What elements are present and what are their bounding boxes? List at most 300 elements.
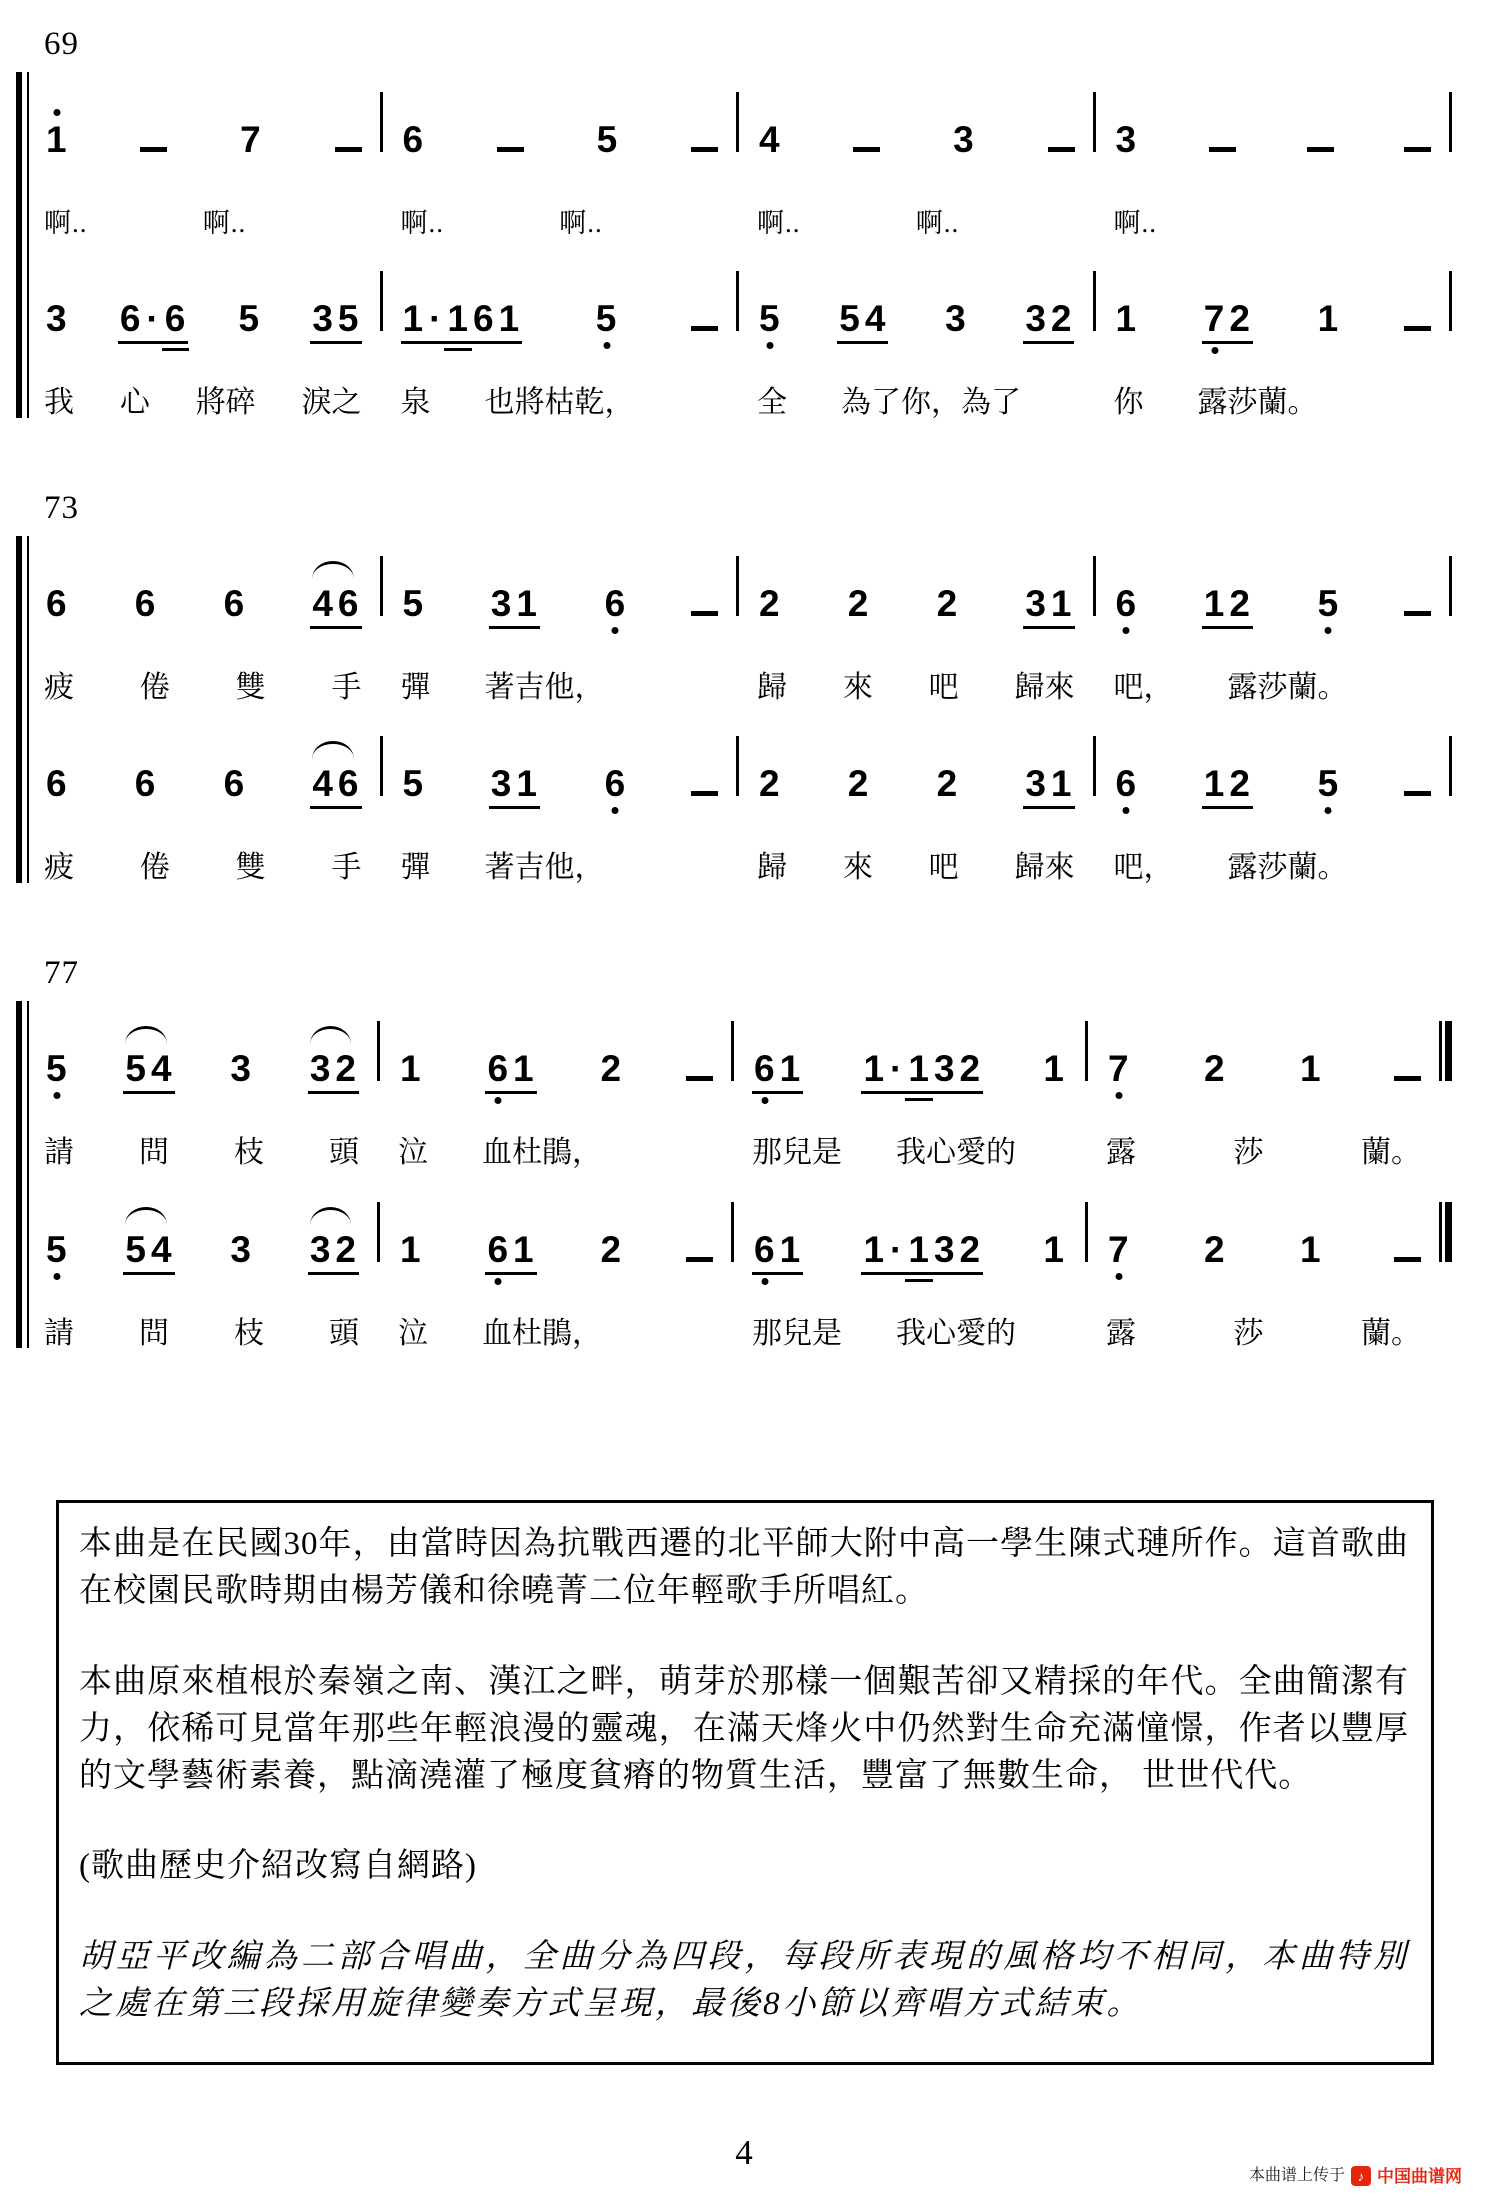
lyric-syllable: 我	[44, 386, 74, 420]
note-group	[118, 300, 188, 344]
augmentation-dot: ·	[146, 298, 160, 340]
lyric-measure	[1096, 207, 1450, 241]
note: 1	[400, 1228, 422, 1270]
note: 6	[754, 1048, 776, 1090]
augmentation-dot: ·	[890, 1228, 904, 1270]
note-group	[310, 300, 361, 344]
lyric-syllable: 那兒是	[752, 1316, 842, 1350]
note-group	[757, 763, 783, 805]
barline-spacer	[1449, 637, 1452, 697]
lyric-syllable: 疲	[44, 670, 74, 704]
dash-rest	[1404, 326, 1431, 331]
dash-rest	[140, 147, 167, 152]
lyric-syllable: 將碎	[195, 386, 256, 420]
note: 2	[959, 1228, 982, 1270]
measure	[739, 582, 1093, 629]
lyric-syllable: 歸來	[1014, 670, 1075, 704]
notation-line	[26, 92, 1452, 164]
note: 3	[1025, 763, 1047, 805]
note: 1	[1300, 1228, 1322, 1270]
note: 3	[490, 582, 513, 624]
dash-rest	[1307, 147, 1334, 152]
measure	[26, 1050, 377, 1094]
lyric-measure	[739, 384, 1093, 422]
note: 1	[513, 1228, 535, 1270]
notation-line	[26, 1202, 1452, 1275]
note: 5	[839, 298, 861, 340]
note-group	[603, 582, 629, 624]
lyric-syllable: 血杜鵑，	[482, 1316, 602, 1350]
measure	[734, 1050, 1085, 1094]
note: 2	[759, 582, 781, 624]
note-group	[951, 119, 977, 161]
music-note-icon: ♪	[1351, 2166, 1371, 2186]
lyric-syllable: 彈	[400, 851, 431, 885]
lyric-measure	[739, 849, 1093, 887]
barline-spacer	[1439, 1283, 1452, 1343]
dash-rest	[691, 611, 718, 616]
note-group	[1114, 763, 1140, 805]
note: 2	[335, 1228, 357, 1270]
note-group	[123, 1228, 174, 1275]
note: 5	[46, 1228, 68, 1270]
note-group	[595, 119, 621, 161]
lyric-syllable: 著吉他，	[484, 670, 605, 704]
augmentation-dot: ·	[429, 298, 443, 340]
note: 6	[337, 582, 360, 624]
note-group	[489, 765, 540, 809]
note: 4	[151, 1228, 173, 1270]
lyric-syllable: 露莎蘭。	[1227, 851, 1348, 885]
lyric-syllable: 手	[331, 670, 362, 704]
lyric-measure	[383, 669, 737, 707]
dash-rest	[1404, 791, 1431, 796]
note-group	[1404, 147, 1431, 164]
note: 6	[604, 582, 627, 624]
barline-spacer	[1449, 817, 1452, 877]
lyric-measure	[739, 207, 1093, 241]
note-group	[861, 1228, 983, 1275]
note: 5	[596, 119, 619, 161]
note: 2	[1204, 1228, 1226, 1270]
note-group	[1202, 300, 1253, 344]
note-group	[485, 1228, 536, 1275]
note: 6	[134, 763, 157, 805]
lyric-measure	[1088, 1315, 1439, 1353]
lyric-syllable: 露	[1106, 1316, 1136, 1350]
barline-spacer	[1449, 352, 1452, 412]
note: 1	[447, 298, 469, 340]
note: 5	[402, 763, 425, 805]
lyric-measure	[383, 207, 737, 241]
note: 7	[1108, 1228, 1130, 1270]
note: 6	[223, 582, 246, 624]
note-group	[308, 1228, 359, 1275]
note-group	[837, 300, 888, 344]
note-group	[752, 1050, 803, 1094]
note-group	[691, 611, 718, 628]
measure	[734, 1228, 1085, 1275]
lyric-measure	[26, 1315, 377, 1353]
note-group	[691, 326, 718, 343]
note: 6	[223, 763, 246, 805]
note: 2	[1050, 298, 1073, 340]
lyric-syllable: 全	[757, 386, 787, 420]
barline-spacer	[1439, 1102, 1452, 1162]
note-group	[1307, 147, 1334, 164]
lyric-syllable: 心	[119, 386, 150, 420]
note-group	[222, 582, 248, 624]
measure	[1096, 300, 1450, 344]
slur-arc	[312, 741, 353, 759]
note-group	[1041, 1228, 1067, 1270]
lyric-measure	[26, 207, 380, 241]
note: 1	[402, 298, 425, 340]
measure	[739, 300, 1093, 344]
note: 3	[1025, 298, 1047, 340]
note-group	[1316, 582, 1342, 624]
lyric-syllable: 著吉他，	[484, 851, 605, 885]
lyric-measure	[26, 384, 380, 422]
note-group	[757, 298, 783, 340]
note-group	[594, 298, 620, 340]
note-group	[398, 1048, 424, 1090]
note: 5	[595, 298, 618, 340]
note-group	[1202, 1228, 1228, 1270]
note: 3	[46, 298, 68, 340]
lyric-syllable: 蘭。	[1361, 1316, 1421, 1350]
note: 5	[402, 582, 425, 624]
note-group	[1041, 1048, 1067, 1090]
lyrics-line	[26, 172, 1452, 241]
dash-rest	[853, 147, 880, 152]
augmentation-dot: ·	[890, 1048, 904, 1090]
note-group	[485, 1050, 536, 1094]
note: 1	[46, 119, 68, 161]
lyric-measure	[1096, 384, 1450, 422]
note: 4	[864, 298, 887, 340]
note: 6	[402, 119, 425, 161]
note: 1	[1300, 1048, 1322, 1090]
end-barline	[1449, 92, 1452, 152]
note: 3	[945, 298, 967, 340]
lyric-syllable: 啊..	[915, 208, 960, 239]
lyric-syllable: 請	[44, 1316, 74, 1350]
note-group	[1202, 582, 1253, 629]
note-group	[603, 763, 629, 805]
lyric-measure	[26, 1134, 377, 1172]
note-group	[1202, 765, 1253, 809]
note-group	[935, 763, 961, 805]
note-group	[310, 765, 361, 809]
lyric-syllable: 為了你，為了	[841, 386, 1021, 420]
note-group	[1404, 611, 1431, 628]
note: 3	[309, 1228, 332, 1270]
dash-rest	[691, 147, 718, 152]
note: 6	[754, 1228, 776, 1270]
note: 2	[936, 582, 959, 624]
note-group	[398, 1228, 424, 1270]
note-group	[1106, 1048, 1132, 1090]
info-paragraph: 本曲是在民國30年，由當時因為抗戰西遷的北平師大附中高一學生陳式璉所作。這首歌曲在校園民歌時期由楊芳儀和徐曉菁二位年輕歌手所唱紅。	[79, 1526, 1409, 1609]
system-bracket	[16, 536, 29, 883]
note: 1	[516, 763, 538, 805]
dash-rest	[497, 147, 524, 152]
lyric-syllable: 啊..	[757, 208, 801, 239]
note-group	[1394, 1257, 1421, 1274]
note-group	[133, 763, 159, 805]
measure	[1096, 582, 1450, 629]
notation-line	[26, 1021, 1452, 1094]
lyric-syllable: 血杜鵑，	[482, 1136, 602, 1170]
lyric-measure	[380, 1134, 731, 1172]
note: 3	[230, 1228, 252, 1270]
music-system-73	[0, 490, 1452, 887]
note-group	[308, 1050, 359, 1094]
page-number: 4	[735, 2133, 753, 2172]
note: 1	[400, 1048, 422, 1090]
lyric-syllable: 疲	[44, 851, 74, 885]
note: 3	[309, 1048, 332, 1090]
measure	[1096, 121, 1450, 164]
note: 1	[498, 298, 521, 340]
note-group	[44, 582, 70, 624]
info-paragraph: (歌曲歷史介紹改寫自網路)	[79, 1848, 477, 1885]
note-group	[310, 582, 361, 629]
note-group	[853, 147, 880, 164]
lyric-measure	[739, 669, 1093, 707]
lyric-syllable: 我心愛的	[896, 1316, 1016, 1350]
lyric-syllable: 雙	[235, 851, 266, 885]
lyrics-line	[26, 1283, 1452, 1353]
measure	[1088, 1228, 1439, 1274]
lyric-syllable: 淚之	[301, 386, 362, 420]
site-name: 中国曲谱网	[1377, 2166, 1462, 2186]
measure-number: 69	[44, 26, 79, 62]
dash-rest	[686, 1257, 713, 1262]
note: 1	[908, 1228, 930, 1270]
lyric-syllable: 請	[44, 1136, 74, 1170]
lyric-syllable: 枝	[234, 1316, 264, 1350]
note: 5	[46, 1048, 68, 1090]
system-bracket	[16, 72, 29, 418]
note-group	[846, 582, 872, 624]
note-group	[1106, 1228, 1132, 1270]
music-system-77	[0, 955, 1452, 1352]
note-group	[1394, 1076, 1421, 1093]
music-system-69	[0, 26, 1452, 422]
lyric-syllable: 問	[139, 1316, 169, 1350]
note: 5	[125, 1048, 147, 1090]
note: 1	[1043, 1228, 1065, 1270]
lyric-syllable: 露莎蘭。	[1227, 670, 1348, 704]
note-group	[686, 1076, 713, 1093]
dash-rest	[1394, 1076, 1421, 1081]
note: 1	[516, 582, 538, 624]
note-group	[497, 147, 524, 164]
note: 5	[1317, 582, 1340, 624]
lyric-syllable: 露	[1106, 1136, 1136, 1170]
note: 2	[847, 582, 870, 624]
note-group	[1316, 763, 1342, 805]
note-group	[401, 582, 427, 624]
lyric-syllable: 吧	[928, 851, 959, 885]
note-group	[123, 1050, 174, 1094]
note: 1	[1043, 1048, 1065, 1090]
note: 4	[759, 119, 781, 161]
note: 6	[46, 763, 68, 805]
lyric-syllable: 來	[842, 851, 873, 885]
measure	[383, 765, 737, 809]
note-group	[401, 119, 427, 161]
slur-arc	[125, 1207, 166, 1225]
measure	[739, 121, 1093, 164]
note-group	[1048, 147, 1075, 164]
note-group	[222, 763, 248, 805]
measure	[383, 121, 737, 164]
barline-spacer	[1449, 172, 1452, 232]
note-group	[401, 300, 523, 344]
note-group	[757, 582, 783, 624]
lyric-syllable: 倦	[139, 670, 170, 704]
note-group	[752, 1228, 803, 1275]
note: 1	[1203, 582, 1226, 624]
info-box	[56, 1500, 1434, 2065]
note: 1	[863, 1228, 886, 1270]
measure	[739, 765, 1093, 809]
note-group	[335, 147, 362, 164]
lyrics-line	[26, 817, 1452, 887]
note: 5	[759, 298, 781, 340]
note-group	[44, 1048, 70, 1090]
note: 1	[1203, 763, 1226, 805]
lyric-syllable: 啊..	[202, 208, 247, 239]
dash-rest	[691, 791, 718, 796]
note-group	[1404, 326, 1431, 343]
lyric-syllable: 歸	[757, 851, 787, 885]
notation-line	[26, 271, 1452, 344]
lyric-syllable: 雙	[235, 670, 266, 704]
lyric-measure	[1096, 849, 1450, 887]
dash-rest	[1404, 611, 1431, 616]
upload-text: 本曲谱上传于	[1248, 2167, 1345, 2184]
note: 7	[1108, 1048, 1130, 1090]
note-group	[1023, 582, 1074, 629]
note: 6	[604, 763, 627, 805]
measure	[380, 1050, 731, 1094]
note-group	[228, 1228, 254, 1270]
measure	[26, 582, 380, 629]
note-group	[44, 298, 70, 340]
note: 1	[1050, 763, 1073, 805]
note-group	[1114, 298, 1140, 340]
note-group	[691, 791, 718, 808]
measure	[380, 1228, 731, 1275]
note: 6	[164, 298, 187, 340]
lyric-syllable: 手	[331, 851, 362, 885]
end-barline	[1449, 556, 1452, 616]
lyric-syllable: 歸	[757, 670, 787, 704]
note: 2	[600, 1048, 623, 1090]
note: 2	[335, 1048, 357, 1090]
lyric-syllable: 枝	[234, 1136, 264, 1170]
slur-arc	[310, 1026, 351, 1044]
lyric-syllable: 啊..	[44, 208, 88, 239]
note-group	[1298, 1228, 1324, 1270]
note-group	[1114, 119, 1140, 161]
note: 1	[779, 1228, 802, 1270]
note: 2	[600, 1228, 623, 1270]
lyrics-line	[26, 637, 1452, 707]
system-bracket	[16, 1001, 29, 1348]
measure	[1096, 765, 1450, 809]
note: 2	[847, 763, 870, 805]
dash-rest	[1394, 1257, 1421, 1262]
note-group	[44, 763, 70, 805]
note-group	[1404, 791, 1431, 808]
note-group	[238, 119, 264, 161]
note-group	[44, 1228, 70, 1270]
note: 2	[1229, 582, 1251, 624]
note: 4	[151, 1048, 173, 1090]
lyric-syllable: 你	[1113, 386, 1144, 420]
lyric-syllable: 吧，	[1113, 670, 1174, 704]
info-paragraph: 本曲原來植根於秦嶺之南、漢江之畔，萌芽於那樣一個艱苦卻又精採的年代。全曲簡潔有力，依稀可見當年那些年輕浪漫的靈魂，在滿天烽火中仍然對生命充滿憧憬，作者以豐厚的文學藝術素養，點滴澆灌了極度貧瘠的物質生活，豐富了無數生命， 世世代代。	[79, 1663, 1409, 1794]
note: 6	[472, 298, 495, 340]
end-barline	[1439, 1021, 1452, 1081]
lyric-measure	[1096, 669, 1450, 707]
note: 6	[487, 1048, 510, 1090]
end-barline	[1449, 271, 1452, 331]
note-group	[1298, 1048, 1324, 1090]
lyric-syllable: 啊..	[400, 208, 444, 239]
measure	[26, 765, 380, 809]
note-group	[1202, 1048, 1228, 1090]
note-group	[228, 1048, 254, 1090]
measure	[26, 1228, 377, 1275]
dash-rest	[691, 326, 718, 331]
note: 6	[1115, 763, 1138, 805]
note: 2	[1229, 298, 1251, 340]
lyrics-line	[26, 1102, 1452, 1172]
note-group	[757, 119, 783, 161]
note: 3	[1115, 119, 1138, 161]
info-paragraph: 胡亞平改編為二部合唱曲，全曲分為四段，每段所表現的風格均不相同，本曲特別之處在第三段採用旋律變奏方式呈現，最後8小節以齊唱方式結束。	[79, 1939, 1409, 2023]
note-group	[861, 1050, 983, 1094]
note-group	[237, 298, 263, 340]
lyric-measure	[383, 849, 737, 887]
note-group	[599, 1228, 625, 1270]
note: 3	[933, 1048, 956, 1090]
lyric-measure	[734, 1315, 1085, 1353]
note: 1	[1115, 298, 1138, 340]
note: 7	[1203, 298, 1226, 340]
note: 3	[1025, 582, 1047, 624]
note: 5	[125, 1228, 147, 1270]
lyric-syllable: 吧，	[1113, 851, 1174, 885]
lyric-syllable: 問	[139, 1136, 169, 1170]
note: 6	[1115, 582, 1138, 624]
note-group	[1209, 147, 1236, 164]
note: 4	[312, 582, 334, 624]
note-group	[140, 147, 167, 164]
lyric-measure	[734, 1134, 1085, 1172]
lyric-measure	[380, 1315, 731, 1353]
note-group	[686, 1257, 713, 1274]
lyric-syllable: 倦	[139, 851, 170, 885]
measure-number: 77	[44, 954, 79, 991]
note: 2	[959, 1048, 982, 1090]
